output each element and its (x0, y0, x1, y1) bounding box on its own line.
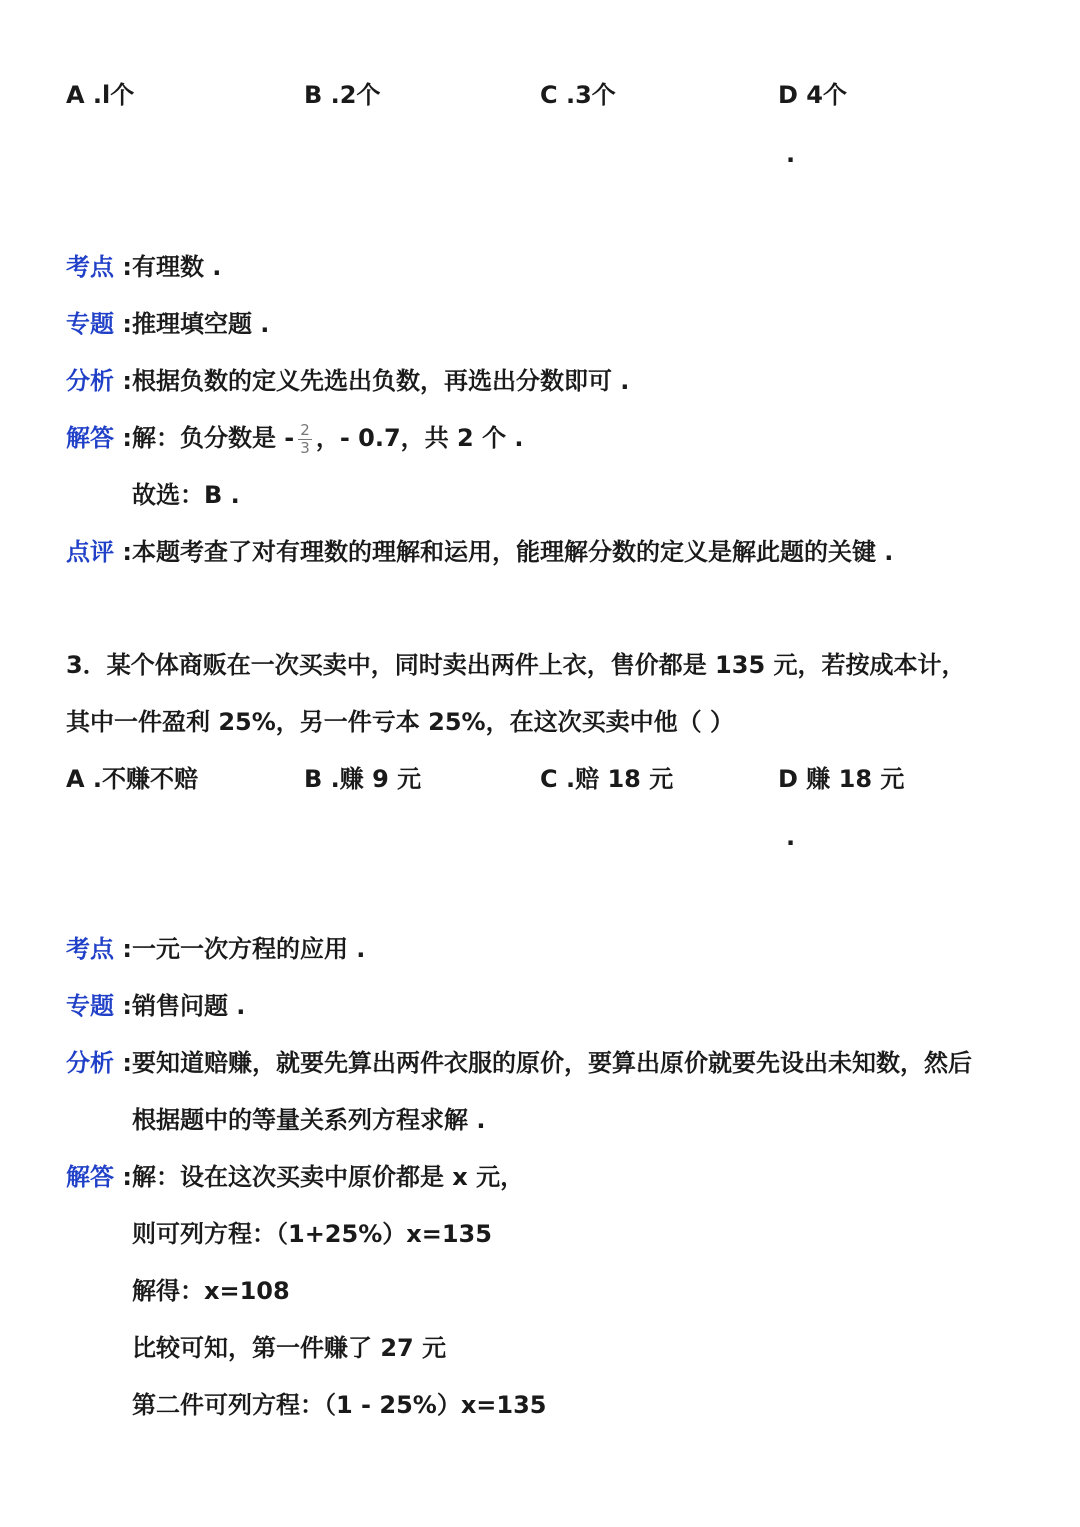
q3-option-a: A .不赚不赔 (66, 765, 199, 793)
q2-zhuanti: 专题 :推理填空题 . (66, 310, 270, 338)
jieda-label: 解答 (66, 424, 114, 452)
fenxi-label: 分析 (66, 1049, 114, 1077)
q3-option-b: B .赚 9 元 (304, 765, 422, 793)
jieda-label: 解答 (66, 1163, 114, 1191)
q2-option-a: A .l个 (66, 81, 135, 109)
kaodian-text: 一元一次方程的应用 . (131, 935, 366, 963)
q2-option-c: C .3个 (540, 81, 616, 109)
q3-option-d: D 赚 18 元 (778, 765, 905, 793)
q3-jieda: 解答 :解：设在这次买卖中原价都是 x 元， (66, 1163, 525, 1191)
jieda-line1: 解：设在这次买卖中原价都是 x 元， (131, 1163, 525, 1191)
zhuanti-text: 销售问题 . (131, 992, 246, 1020)
q3-jieda-line3: 解得：x=108 (132, 1277, 290, 1305)
q3-option-c: C .赔 18 元 (540, 765, 674, 793)
q2-option-b: B .2个 (304, 81, 381, 109)
q3-kaodian: 考点 :一元一次方程的应用 . (66, 935, 366, 963)
q2-jieda: 解答 :解：负分数是 - $\frac{2}{3}$ ，- 0.7，共 2 个 . (66, 420, 524, 457)
q3-stem-line1: 3．某个体商贩在一次买卖中，同时卖出两件上衣，售价都是 135 元，若按成本计， (66, 651, 966, 679)
dianping-label: 点评 (66, 538, 114, 566)
q3-stem-line2: 其中一件盈利 25%，另一件亏本 25%，在这次买卖中他（ ） (66, 708, 734, 736)
dianping-text: 本题考查了对有理数的理解和运用，能理解分数的定义是解此题的关键 . (131, 538, 894, 566)
q2-fenxi: 分析 :根据负数的定义先选出负数，再选出分数即可 . (66, 367, 630, 395)
jieda-prefix: 解：负分数是 - (131, 424, 295, 452)
q3-zhuanti: 专题 :销售问题 . (66, 992, 246, 1020)
q2-trailing-dot: . (786, 140, 796, 168)
zhuanti-text: 推理填空题 . (131, 310, 270, 338)
q2-dianping: 点评 :本题考查了对有理数的理解和运用，能理解分数的定义是解此题的关键 . (66, 538, 894, 566)
q2-guxuan: 故选：B . (132, 481, 240, 509)
fraction-numerator: 2 (300, 420, 310, 439)
jieda-suffix: ，- 0.7，共 2 个 . (315, 424, 524, 452)
fraction (298, 422, 312, 457)
kaodian-text: 有理数 . (131, 253, 222, 281)
q3-trailing-dot: . (786, 823, 796, 851)
fenxi-text-line1: 要知道赔赚，就要先算出两件衣服的原价，要算出原价就要先设出未知数，然后 (131, 1049, 972, 1077)
zhuanti-label: 专题 (66, 992, 114, 1020)
q3-fenxi: 分析 :要知道赔赚，就要先算出两件衣服的原价，要算出原价就要先设出未知数，然后 (66, 1049, 972, 1077)
kaodian-label: 考点 (66, 935, 114, 963)
fenxi-label: 分析 (66, 367, 114, 395)
q3-jieda-line2: 则可列方程：（1+25%）x=135 (132, 1220, 492, 1248)
zhuanti-label: 专题 (66, 310, 114, 338)
q3-jieda-line4: 比较可知，第一件赚了 27 元 (132, 1334, 447, 1362)
fenxi-text: 根据负数的定义先选出负数，再选出分数即可 . (131, 367, 630, 395)
q3-jieda-line5: 第二件可列方程：（1 - 25%）x=135 (132, 1391, 547, 1419)
kaodian-label: 考点 (66, 253, 114, 281)
q3-fenxi-line2: 根据题中的等量关系列方程求解 . (132, 1106, 486, 1134)
q2-option-d: D 4个 (778, 81, 847, 109)
fraction-denominator: 3 (300, 438, 310, 457)
q2-kaodian: 考点 :有理数 . (66, 253, 222, 281)
